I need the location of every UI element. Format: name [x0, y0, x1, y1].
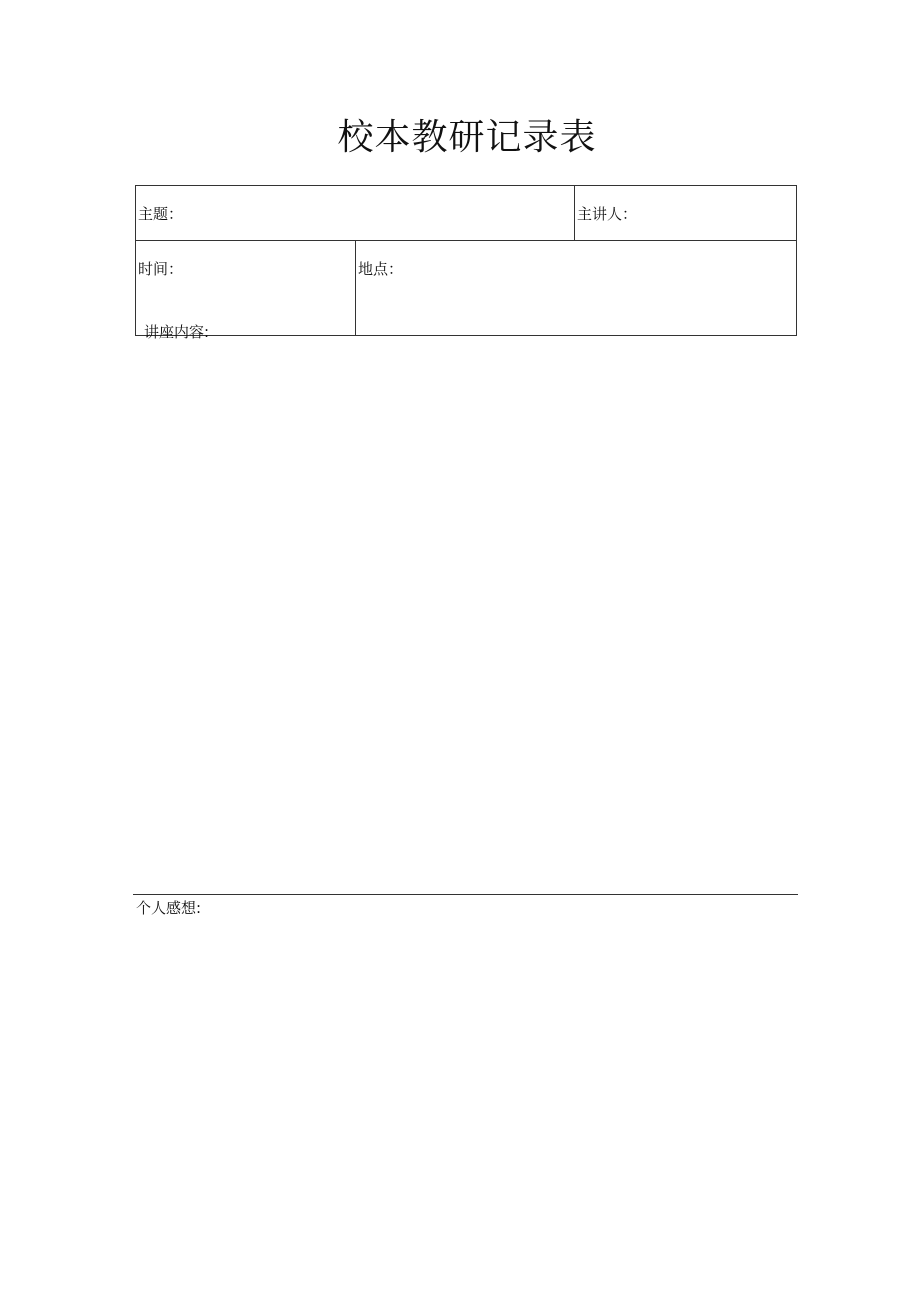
place-label: 地点： [358, 260, 404, 278]
personal-reflection-label: 个人感想: [136, 899, 202, 917]
page-title: 校本教研记录表 [337, 117, 597, 158]
section-divider [133, 894, 798, 895]
record-info-table [135, 185, 797, 336]
time-label: 时间： [138, 260, 184, 278]
speaker-label: 主讲人： [577, 204, 638, 223]
personal-reflection-area[interactable] [135, 922, 796, 1242]
lecture-content-label: 讲座内容: [144, 323, 210, 341]
lecture-content-area[interactable] [135, 345, 796, 890]
topic-field[interactable] [136, 186, 575, 241]
place-field[interactable] [356, 241, 797, 336]
table-row [136, 241, 797, 336]
speaker-field[interactable] [575, 186, 797, 241]
table-row [136, 186, 797, 241]
topic-label: 主题： [138, 204, 184, 223]
